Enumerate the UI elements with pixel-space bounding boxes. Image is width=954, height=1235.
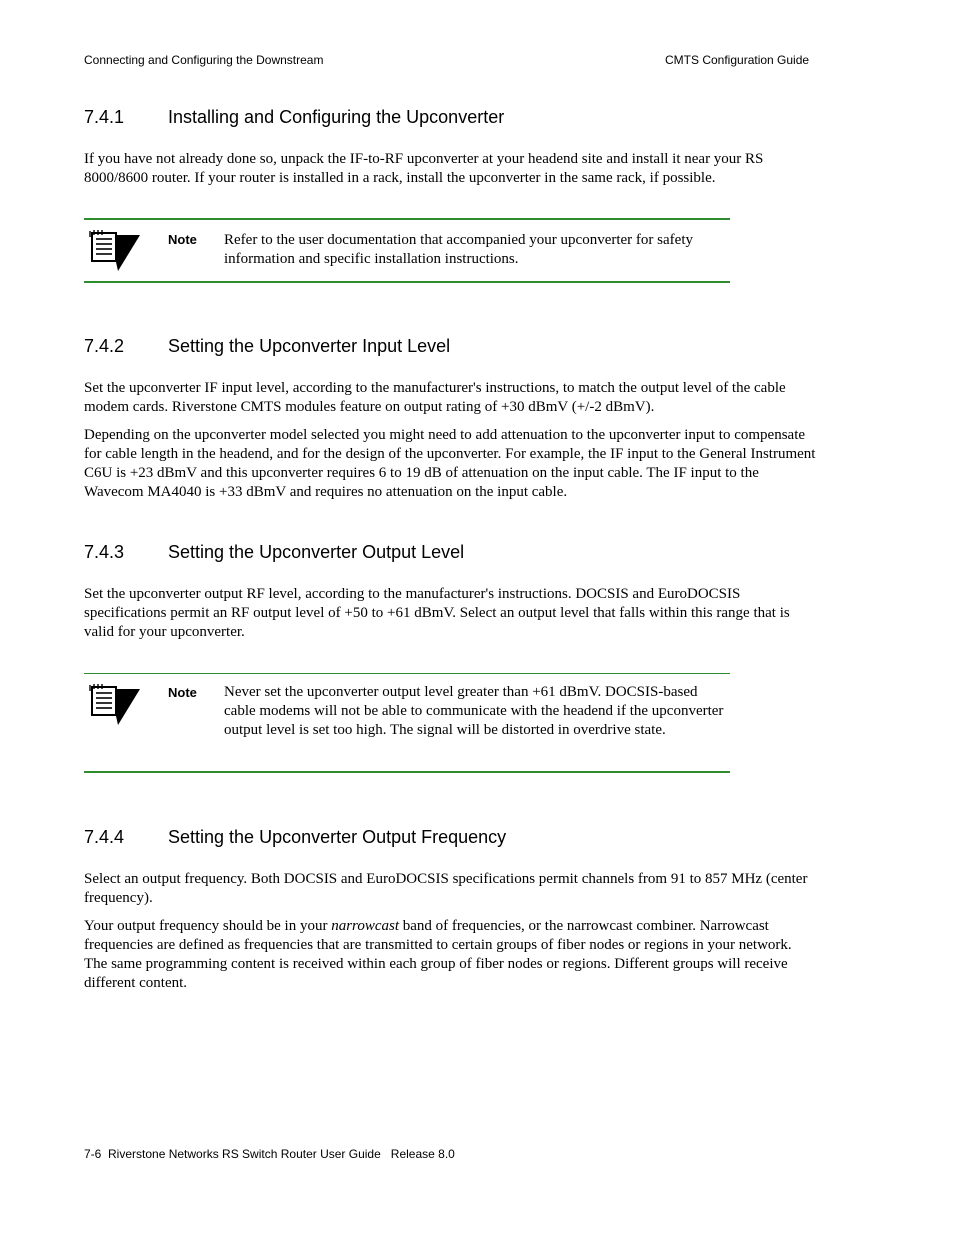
paragraph: If you have not already done so, unpack the IF-to-RF upconverter at your headend site and install it near your RS 8000/8600 router. If your router is installed in a rack, install the upconverter in the same rack, if possible. [84, 151, 764, 186]
section-title: Setting the Upconverter Input Level [168, 336, 451, 356]
running-header-right: CMTS Configuration Guide [665, 53, 810, 67]
book-title: Riverstone Networks RS Switch Router User Guide [108, 1147, 381, 1161]
paragraph [84, 917, 816, 993]
section-title: Setting the Upconverter Output Level [168, 542, 465, 562]
note-icon [88, 683, 140, 732]
paragraph-text: Your output frequency should be in your [84, 918, 332, 934]
note-text: Never set the upconverter output level greater than +61 dBmV. DOCSIS-based cable modems will not be able to communicate with the headend if the upconverter output level is set too high. The signal will be distorted in overdrive state. [224, 684, 724, 738]
section-title: Installing and Configuring the Upconverter [168, 107, 505, 127]
section-title: Setting the Upconverter Output Frequency [168, 827, 507, 847]
release-label: Release 8.0 [390, 1147, 455, 1161]
paragraph: Depending on the upconverter model selected you might need to add attenuation to the upconverter input to compensate for cable length in the headend, and for the design of the upconverter. For example, the IF input to the General Instrument C6U is +23 dBmV and this upconverter requires 6 to 19 dB of attenuation on the input cable. The IF input to the Wavecom MA4040 is +33 dBmV and requires no attenuation on the input cable. [84, 427, 816, 500]
section-heading-7-4-2 [84, 336, 450, 357]
note-box [84, 673, 730, 773]
page-number: 7-6 [84, 1147, 102, 1161]
note-label: Note [168, 685, 197, 700]
note-box [84, 218, 730, 283]
paragraph: Set the upconverter output RF level, according to the manufacturer's instructions. DOCSIS and EuroDOCSIS specifications permit an RF output level of +50 to +61 dBmV. Select an output level that falls within this range that is valid for your upconverter. [84, 586, 790, 640]
running-header-left: Connecting and Configuring the Downstream [84, 53, 324, 67]
paragraph: Set the upconverter IF input level, according to the manufacturer's instructions, to match the output level of the cable modem cards. Riverstone CMTS modules feature on output rating of +30 dBmV (+/-2 dBmV). [84, 380, 786, 415]
emphasis-text: narrowcast [331, 918, 399, 934]
note-label: Note [168, 232, 197, 247]
paragraph-text: band of frequencies, or the narrowcast combiner. Narrowcast frequencies are defined as frequencies that are transmitted to certain groups of fiber nodes or regions in your network. The same programming content is received within each group of fiber nodes or regions. Different groups will receive different content. [84, 918, 792, 991]
section-heading-7-4-3 [84, 542, 464, 563]
section-number: 7.4.3 [84, 542, 125, 562]
paragraph: Select an output frequency. Both DOCSIS and EuroDOCSIS specifications permit channels from 91 to 857 MHz (center frequency). [84, 871, 808, 906]
section-heading-7-4-1 [84, 107, 504, 128]
section-heading-7-4-4 [84, 827, 506, 848]
section-number: 7.4.4 [84, 827, 125, 847]
note-icon [88, 229, 140, 278]
note-text: Refer to the user documentation that accompanied your upconverter for safety information and specific installation instructions. [224, 232, 693, 267]
page-footer [84, 1147, 455, 1161]
section-number: 7.4.1 [84, 107, 125, 127]
section-number: 7.4.2 [84, 336, 125, 356]
